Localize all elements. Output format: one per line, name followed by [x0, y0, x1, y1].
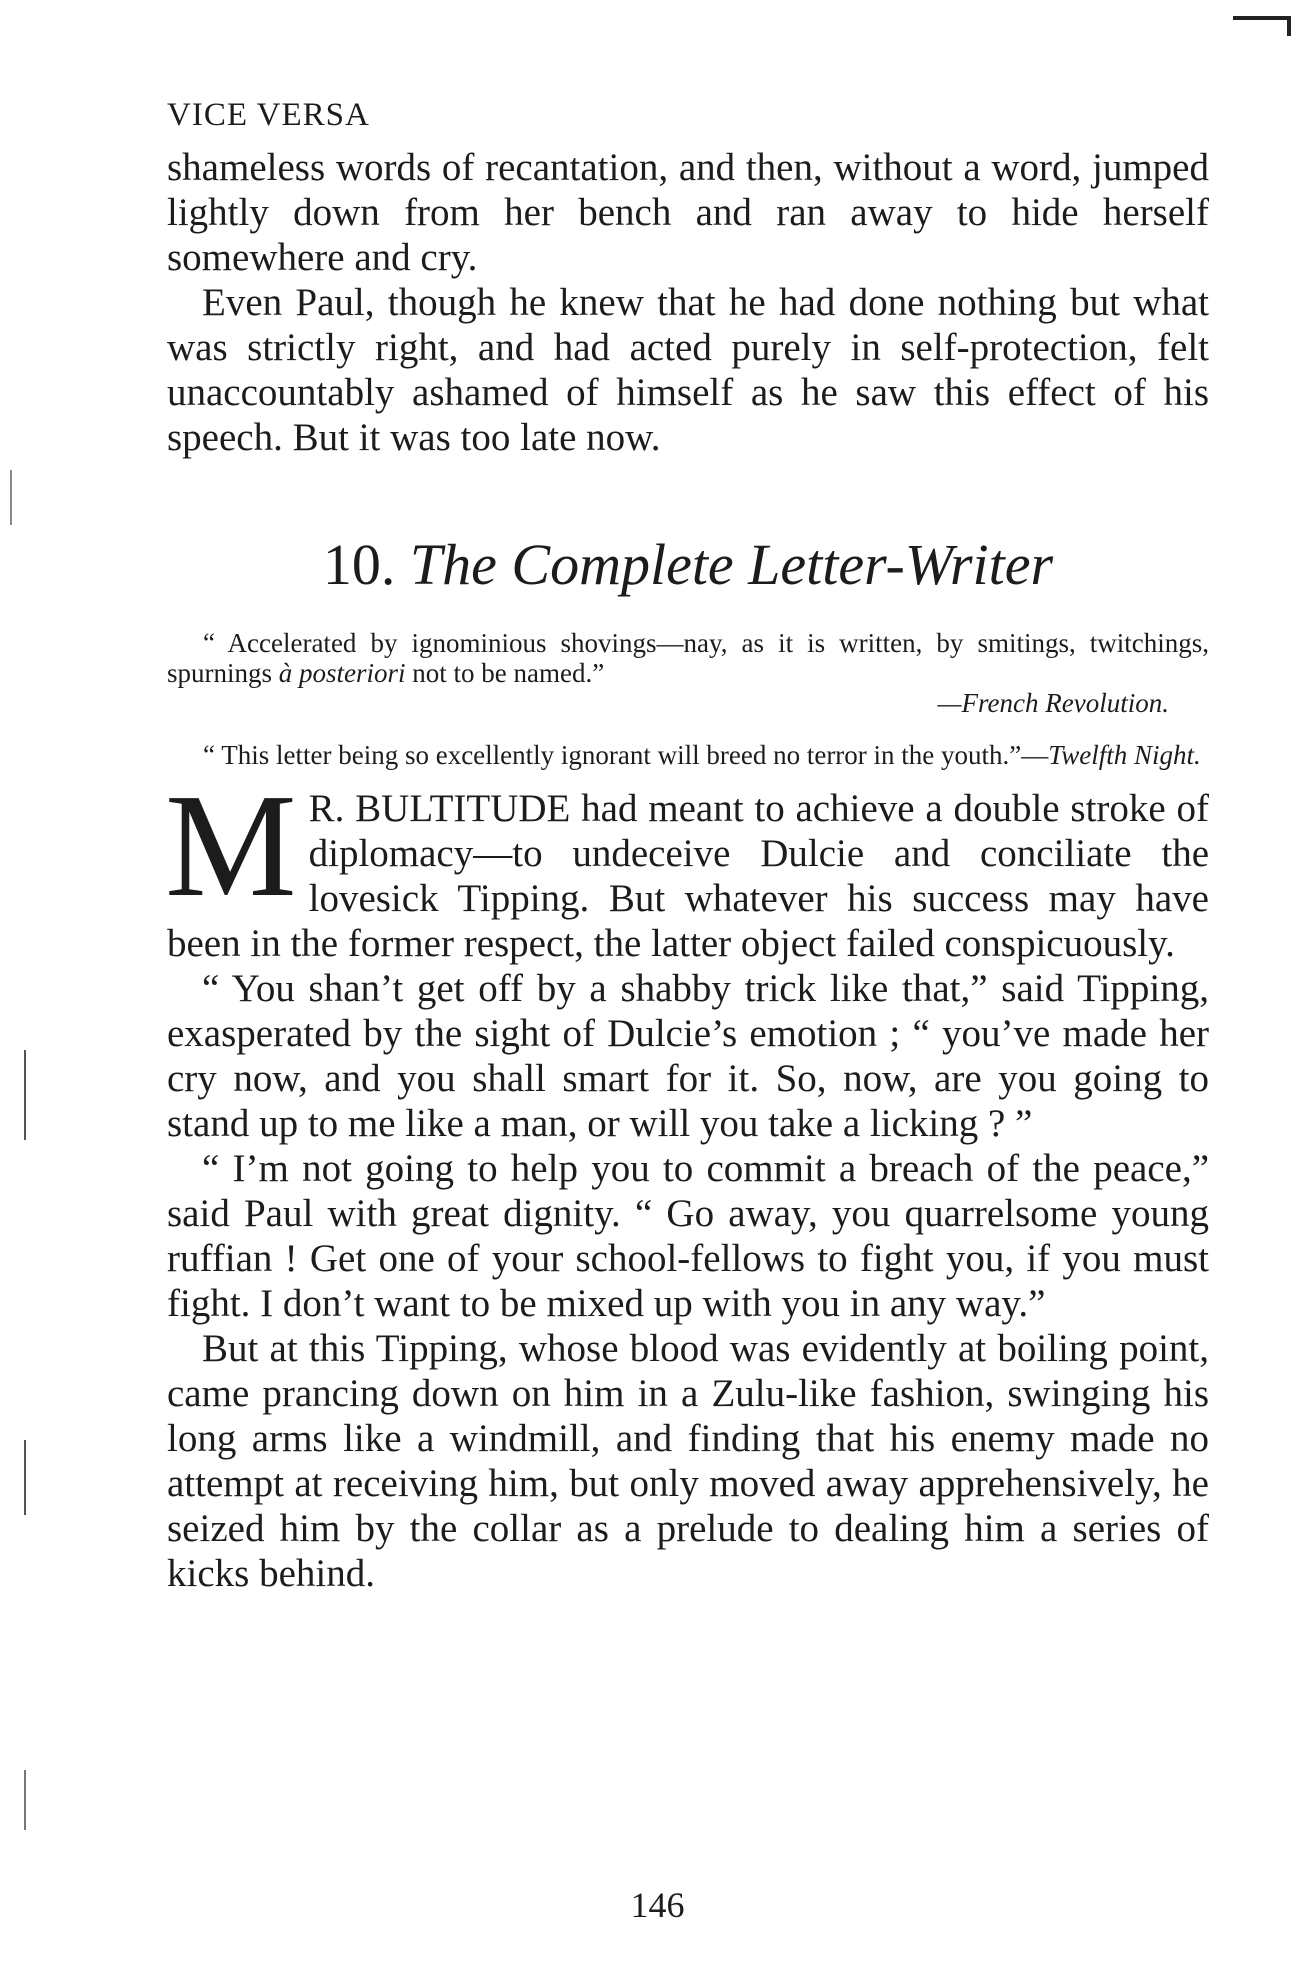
- paragraph: shameless words of recantation, and then, without a word, jumped lightly down from her bench and ran away to hide herself somewhere and cry.: [167, 146, 1209, 279]
- paragraph: “ I’m not going to help you to commit a breach of the peace,” said Paul with great dignity. “ Go away, you quarrelsome young ruffian ! Get one of your school-fellows to fight you, if you must fight. I don’t want to be mixed up with you in any way.”: [167, 1147, 1209, 1325]
- corner-mark: [1233, 6, 1295, 40]
- running-head: VICE VERSA: [167, 97, 370, 133]
- paragraph: Even Paul, though he knew that he had done nothing but what was strictly right, and had acted purely in self-protection, felt unaccountably ashamed of himself as he saw this effect of his speech. But it was too late now.: [167, 281, 1209, 459]
- chapter-title: [167, 530, 1209, 600]
- epigraph-text: “ This letter being so excellently ignorant will breed no terror in the youth.”—Twelfth Night.: [203, 740, 1201, 770]
- margin-mark: [10, 470, 12, 525]
- margin-mark: [24, 1050, 26, 1140]
- epigraph-twelfth-night: [167, 740, 1209, 770]
- book-page: [167, 95, 1209, 1596]
- epigraph-text: “ Accelerated by ignominious shovings—nay, as it is written, by smitings, twitchings, spurnings à posteriori not to be named.”: [167, 628, 1209, 688]
- paragraph-dropcap: M R. BULTITUDE had meant to achieve a double stroke of diplomacy—to undeceive Dulcie and conciliate the lovesick Tipping. But whatever his success may have been in the former respect, the latter object failed conspicuously.: [165, 764, 1209, 965]
- chapter-number: 10.: [322, 532, 396, 597]
- margin-mark: [24, 1770, 26, 1830]
- paragraph: “ You shan’t get off by a shabby trick like that,” said Tipping, exasperated by the sight of Dulcie’s emotion ; “ you’ve made her cry now, and you shall smart for it. So, now, are you going to stand up to me like a man, or will you take a licking ? ”: [167, 967, 1209, 1145]
- prose-top: [167, 145, 1209, 460]
- chapter-body: [165, 764, 1209, 1596]
- drop-cap: M: [165, 764, 297, 928]
- epigraph-french-revolution: [167, 628, 1209, 718]
- epigraph-attribution: —French Revolution.: [937, 688, 1169, 718]
- margin-mark: [24, 1440, 26, 1515]
- paragraph: But at this Tipping, whose blood was evidently at boiling point, came prancing down on him in a Zulu-like fashion, swinging his long arms like a windmill, and finding that his enemy made no attempt at receiving him, but only moved away apprehensively, he seized him by the collar as a prelude to dealing him a series of kicks behind.: [167, 1327, 1209, 1595]
- page-number: 146: [630, 1885, 685, 1925]
- chapter-name: The Complete Letter-Writer: [409, 532, 1054, 597]
- epigraph-source: Twelfth Night.: [1048, 740, 1201, 770]
